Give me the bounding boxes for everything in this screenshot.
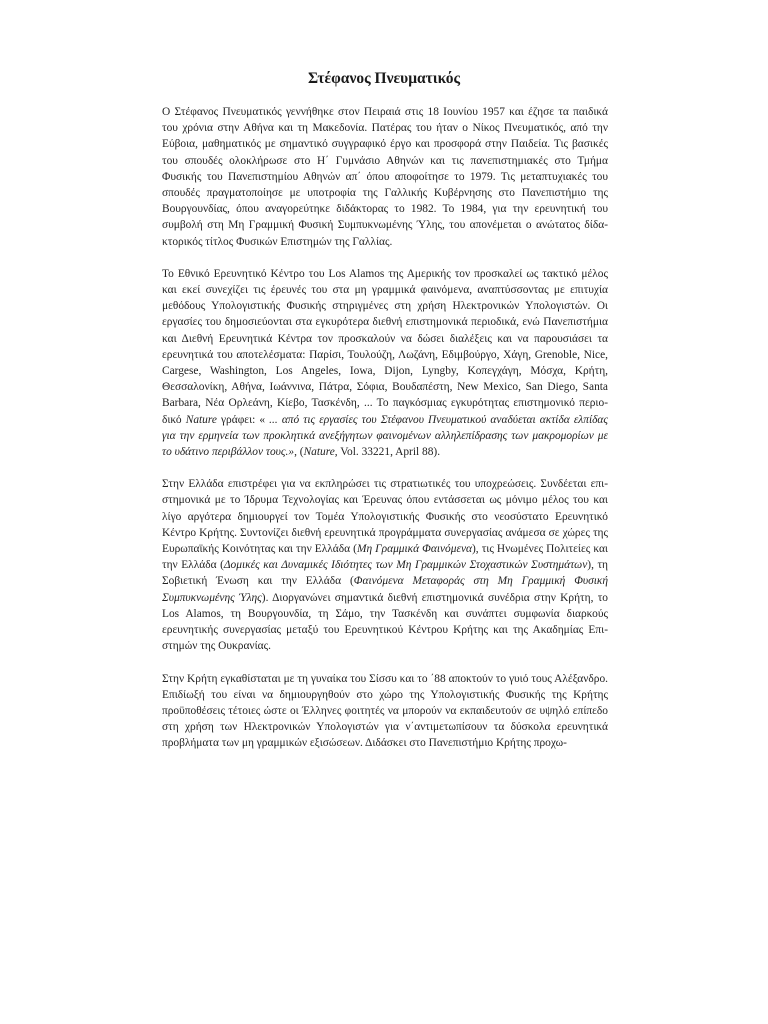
paragraph-greece-text-b: ), τις Ηνωμένες Πολιτείες και την Ελλάδα ( <box>162 543 608 572</box>
program-title-transport: Φαινόμενα Μεταφοράς στη Μη Γραμμική Φυσική Συμπυκνωμένης Ύλης <box>162 575 608 604</box>
citation-journal: Nature <box>303 446 335 459</box>
paragraph-crete: Στην Κρήτη εγκαθίσταται με τη γυναίκα του Σίσσυ και το ΄88 αποκτούν το γυιό τους Αλέξανδρο. Επιδίωξή του είναι να δημιουργηθούν στο χώρο της Υπολογιστικής Φυσικής της Κρήτης προϋποθέσεις τέτοιες ώστε οι Έλληνες φοιτητές να μπορούν να εκπαιδευτούν σε υψηλό επίπεδο στη χρήση των Ηλεκτρονικών Υπολογιστών για ν΄αντιμετωπίσουν τα δύσκολα ερευνητικά προβλήματα των μη γραμμικών εξισώσεων. Διδάσκει στο Πανεπιστήμιο Κρήτης προχω- <box>162 672 608 750</box>
paragraph-greece-text-a: Στην Ελλάδα επιστρέφει για να εκπληρώσει τις στρατιωτικές του υποχρεώσεις. Συνδέεται επιστημονικά με το Ίδρυμα Τεχνολογίας και Έρευνας όπου εντάσσεται ως μόνιμο μέλος του και λίγο αργότερα δημιουργεί τον Τομέα Υπολογιστικής Φυσικής στο νεοσύστατο Ερευνητικό Κέντρο Κρήτης. Συντονίζει διεθνή ερευνητικά προγράμματα συνεργασίας ανάμεσα σε χώρες της Ευρωπαϊκής Κοινότητας και την Ελλάδα ( <box>162 478 608 556</box>
program-title-stochastic: Δομικές και Δυναμικές Ιδιότητες των Μη Γραμμικών Στοχαστικών Συστημάτων <box>223 559 588 572</box>
paragraph-greece-return <box>162 476 608 654</box>
citation-open: , ( <box>294 446 304 459</box>
citation-details: , Vol. 33221, April 88). <box>334 446 441 459</box>
journal-writes-text: γράφει: « <box>216 413 266 426</box>
journal-name-nature: Nature <box>185 413 217 426</box>
paragraph-los-alamos-text: Το Εθνικό Ερευνητικό Κέντρο του Los Alamos της Αμερικής τον προσκαλεί ως τακτικό μέλος και εκεί συνεχίζει τις έρευνές του στα μη γραμμικά φαινόμενα, αναπτύσσοντας με επιτυχία μεθόδους Υπολογιστικής Φυσικής στηριγμένες στη χρήση Ηλεκτρονικών Υπολογιστών. Οι εργασίες του δημοσιεύονται στα εγκυρότερα διεθνή επιστημονικά περιοδικά, ενώ Πανεπιστήμια και Διεθνή Ερευνητικά Κέντρα τον προσκαλούν να δώσει διαλέξεις και να παρουσιάσει τα ερευνητικά του αποτελέσματα: Παρίσι, Τουλούζη, Λωζάνη, Εδιμβούργο, Χάγη, Grenoble, Nice, Cargese, Washington, Los Angeles, Iowa, Dijon, Lyngby, Κοπεγχάγη, Μόσχα, Κρήτη, Θεσσαλονίκη, Αθήνα, Ιωάννινα, Πάτρα, Σόφια, Βουδαπέστη, New Mexico, San Diego, Santa Barbara, Νέα Ορλεάνη, Κίεβο, Τασκένδη, ... Το παγκόσμιας εγκυρότητας επιστημονικό περιοδικό <box>162 267 608 426</box>
paragraph-birth-education: Ο Στέφανος Πνευματικός γεννήθηκε στον Πειραιά στις 18 Ιουνίου 1957 και έζησε τα παιδικά του χρόνια στην Αθήνα και τη Μακεδονία. Πατέρας του ήταν ο Νίκος Πνευματικός, από την Εύβοια, μαθηματικός με σημαντικό συγγραφικό έργο και προσφορά στην Παιδεία. Τις βασικές του σπουδές ολοκλήρωσε στο Η΄ Γυμνάσιο Αθηνών και τις πανεπιστημιακές στο Τμήμα Φυσικής του Πανεπιστημίου Αθηνών απ΄ όπου αποφοίτησε το 1979. Τις μεταπτυχιακές του σπουδές πραγματοποίησε με υποτροφία της Γαλλικής Κυβέρνησης στο Πανεπιστήμιο της Βουργουνδίας, όπου αναγορεύτηκε διδάκτορας το 1982. Το 1984, για την ερευνητική του συμβολή στη Μη Γραμμική Φυσική Συμπυκνωμένης Ύλης, του απονέμεται ο ανώτατος δίδακτορικός τίτλος Φυσικών Επιστημών της Γαλλίας. <box>162 106 608 248</box>
document-body <box>162 104 608 768</box>
document-title: Στέφανος Πνευματικός <box>307 70 461 87</box>
paragraph-los-alamos <box>162 266 608 460</box>
nature-quote: ... από τις εργασίες του Στέφανου Πνευματικού αναδύεται ακτίδα ελπίδας για την ερμηνεία των προκλητικά ανεξήγητων φαινομένων αλληλεπίδρασης των μακρομορίων με το υδάτινο περιβάλλον τους.» <box>162 413 609 459</box>
paragraph-greece-text-c: ), τη Σοβιετική Ένωση και την Ελλάδα ( <box>162 559 608 588</box>
paragraph-greece-text-d: ). Διοργανώνει σημαντικά διεθνή επιστημονικά συνέδρια στην Κρήτη, το Los Alamos, τη Βουργουνδία, τη Σάμο, την Τασκένδη και συνάπτει συμφωνία διαρκούς ερευνητικής συνεργασίας μεταξύ του Ερευνητικού Κέντρου Κρήτης και της Ακαδημίας Επιστημών της Ουκρανίας. <box>162 591 608 653</box>
program-title-nonlinear: Μη Γραμμικά Φαινόμενα <box>356 543 472 556</box>
